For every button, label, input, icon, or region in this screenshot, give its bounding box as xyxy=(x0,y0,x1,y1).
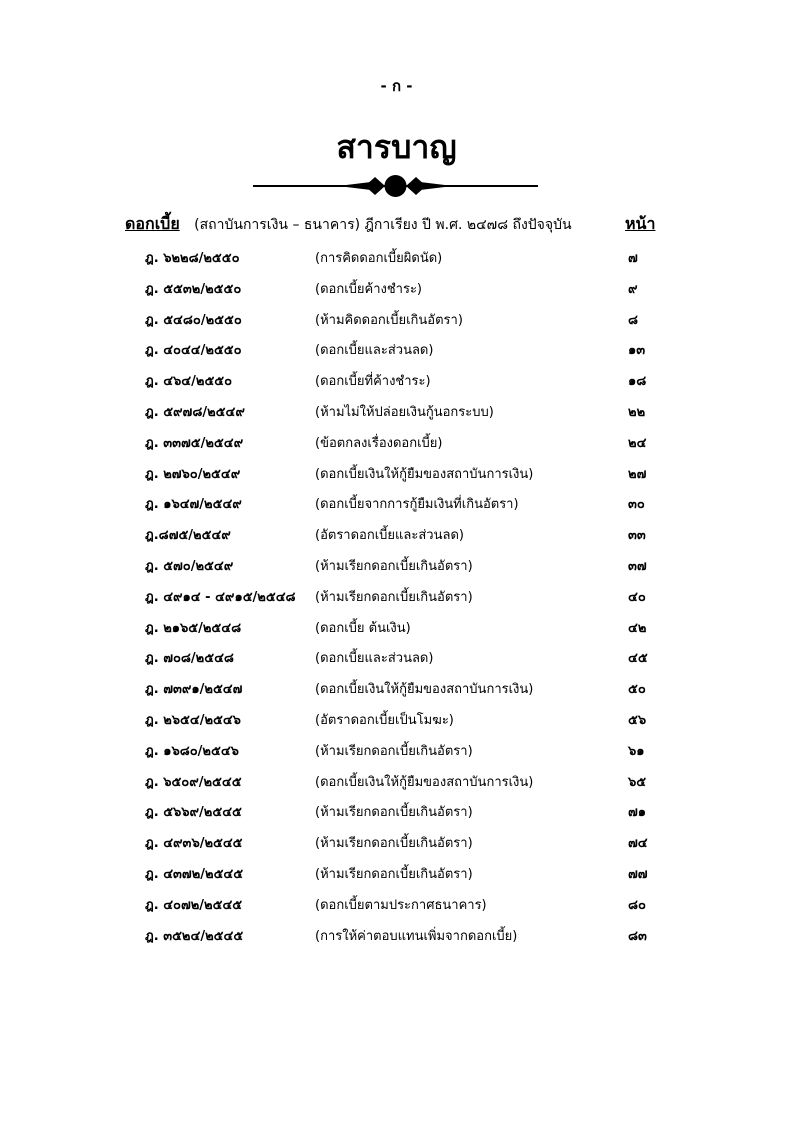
page-ref: ๑๘ xyxy=(628,374,647,390)
page-ref: ๑๓ xyxy=(628,343,646,359)
page-ref: ๖๑ xyxy=(628,743,645,759)
toc-entry[interactable] xyxy=(145,247,665,271)
page-ref: ๗๑ xyxy=(628,805,647,821)
page-ref: ๗ xyxy=(628,251,638,266)
case-number: ฎ. ๕๕๓๒/๒๕๕๐ xyxy=(145,281,242,297)
toc-entry[interactable] xyxy=(145,894,665,918)
page-title: สารบาญ xyxy=(336,128,457,166)
toc-entry[interactable] xyxy=(145,432,665,456)
page-ref: ๓๐ xyxy=(628,497,645,513)
case-description: (ดอกเบี้ยเงินให้กู้ยืมของสถาบันการเงิน) xyxy=(315,466,534,482)
case-description: (ห้ามเรียกดอกเบี้ยเกินอัตรา) xyxy=(315,805,473,821)
case-description: (ห้ามไม่ให้ปล่อยเงินกู้นอกระบบ) xyxy=(315,405,494,420)
page-ref: ๕๖ xyxy=(628,713,647,728)
section-subtitle: (สถาบันการเงิน – ธนาคาร) ฎีกาเรียง ปี พ.ศ. ๒๔๗๘ ถึงปัจจุบัน xyxy=(194,217,572,233)
case-description: (ดอกเบี้ยและส่วนลด) xyxy=(315,651,434,667)
case-number: ฎ. ๓๕๒๔/๒๕๔๕ xyxy=(145,928,244,944)
case-number: ฎ. ๑๖๔๗/๒๕๔๙ xyxy=(145,497,242,513)
page-ref: ๒๔ xyxy=(628,435,647,451)
case-description: (ดอกเบี้ยจากการกู้ยืมเงินที่เกินอัตรา) xyxy=(315,497,519,513)
page-ref: ๘๓ xyxy=(628,928,647,944)
case-description: (ดอกเบี้ยเงินให้กู้ยืมของสถาบันการเงิน) xyxy=(315,682,534,698)
case-description: (ห้ามเรียกดอกเบี้ยเกินอัตรา) xyxy=(315,743,473,759)
page-ref: ๗๔ xyxy=(628,836,648,852)
page-ref: ๔๐ xyxy=(628,589,646,605)
page-ref: ๓๗ xyxy=(628,559,647,574)
case-number: ฎ. ๔๙๓๖/๒๕๔๕ xyxy=(145,836,243,852)
case-number: ฎ. ๗๓๙๑/๒๕๔๗ xyxy=(145,682,243,698)
page-ref: ๙ xyxy=(628,281,638,297)
case-description: (ห้ามเรียกดอกเบี้ยเกินอัตรา) xyxy=(315,867,473,882)
case-number: ฎ. ๔๙๑๔ - ๔๙๑๕/๒๕๔๘ xyxy=(145,589,296,605)
section-topic: ดอกเบี้ย xyxy=(125,214,180,233)
case-description: (ดอกเบี้ยตามประกาศธนาคาร) xyxy=(315,897,487,913)
case-description: (ห้ามคิดดอกเบี้ยเกินอัตรา) xyxy=(315,312,463,328)
case-description: (ดอกเบี้ยที่ค้างชำระ) xyxy=(315,374,431,390)
page-ref: ๘ xyxy=(628,312,639,328)
case-number: ฎ. ๕๗๐/๒๕๔๙ xyxy=(145,559,234,574)
page-ref: ๒๗ xyxy=(628,466,647,482)
page-column-label: หน้า xyxy=(625,214,656,233)
case-description: (อัตราดอกเบี้ยเป็นโมฆะ) xyxy=(315,713,454,728)
case-number: ฎ. ๓๓๗๕/๒๕๔๙ xyxy=(145,435,244,451)
toc-entry[interactable] xyxy=(145,709,665,733)
case-number: ฎ. ๔๓๗๒/๒๕๔๕ xyxy=(145,867,244,882)
toc-entry[interactable] xyxy=(145,740,665,764)
toc-entry[interactable] xyxy=(145,555,665,579)
case-number: ฎ. ๑๖๘๐/๒๕๔๖ xyxy=(145,743,239,759)
case-description: (ดอกเบี้ย ต้นเงิน) xyxy=(315,620,411,636)
case-number: ฎ. ๒๖๕๔/๒๕๔๖ xyxy=(145,713,241,728)
toc-entry[interactable] xyxy=(145,801,665,825)
page-ref: ๖๕ xyxy=(628,774,647,790)
case-number: ฎ. ๖๕๐๙/๒๕๔๕ xyxy=(145,774,242,790)
case-description: (ข้อตกลงเรื่องดอกเบี้ย) xyxy=(315,435,443,451)
toc-entry[interactable] xyxy=(145,309,665,333)
case-number: ฎ. ๔๖๔/๒๕๕๐ xyxy=(145,374,233,390)
case-number: ฎ. ๒๗๖๐/๒๕๔๙ xyxy=(145,466,241,482)
case-description: (ห้ามเรียกดอกเบี้ยเกินอัตรา) xyxy=(315,559,473,574)
case-description: (อัตราดอกเบี้ยและส่วนลด) xyxy=(315,528,464,544)
toc-entry[interactable] xyxy=(145,586,665,610)
toc-entry[interactable] xyxy=(145,925,665,949)
case-description: (ดอกเบี้ยค้างชำระ) xyxy=(315,281,423,297)
case-number: ฎ. ๔๐๗๒/๒๕๔๕ xyxy=(145,897,243,913)
page-ref: ๔๕ xyxy=(628,651,648,667)
page-ref: ๓๓ xyxy=(628,528,646,544)
page-ref: ๒๒ xyxy=(628,405,646,420)
toc-entry[interactable] xyxy=(145,463,665,487)
case-number: ฎ. ๖๒๒๘/๒๕๕๐ xyxy=(145,251,240,266)
toc-entry[interactable] xyxy=(145,617,665,641)
toc-entry[interactable] xyxy=(145,524,665,548)
case-description: (การให้ค่าตอบแทนเพิ่มจากดอกเบี้ย) xyxy=(315,928,518,944)
ornament-divider xyxy=(253,174,538,198)
section-header xyxy=(125,212,665,237)
page-ref: ๘๐ xyxy=(628,897,646,913)
case-number: ฎ. ๕๖๖๙/๒๕๔๕ xyxy=(145,805,242,821)
page-number: - ก - xyxy=(380,77,413,95)
toc-entry[interactable] xyxy=(145,771,665,795)
case-number: ฎ.๘๗๕/๒๕๔๙ xyxy=(145,528,231,544)
toc-entry[interactable] xyxy=(145,401,665,425)
toc-entry[interactable] xyxy=(145,678,665,702)
page-ref: ๔๒ xyxy=(628,620,647,636)
case-number: ฎ. ๕๙๗๘/๒๕๔๙ xyxy=(145,405,245,420)
page-ref: ๗๗ xyxy=(628,867,648,882)
toc-entry[interactable] xyxy=(145,493,665,517)
case-description: (ห้ามเรียกดอกเบี้ยเกินอัตรา) xyxy=(315,836,473,852)
page-ref: ๕๐ xyxy=(628,682,646,698)
toc-entry[interactable] xyxy=(145,370,665,394)
case-description: (ดอกเบี้ยเงินให้กู้ยืมของสถาบันการเงิน) xyxy=(315,774,534,790)
case-description: (ดอกเบี้ยและส่วนลด) xyxy=(315,343,434,359)
toc-entry[interactable] xyxy=(145,278,665,302)
case-description: (ห้ามเรียกดอกเบี้ยเกินอัตรา) xyxy=(315,589,473,605)
case-number: ฎ. ๔๐๔๔/๒๕๕๐ xyxy=(145,343,242,359)
toc-entry[interactable] xyxy=(145,647,665,671)
toc-entry[interactable] xyxy=(145,832,665,856)
toc-entry[interactable] xyxy=(145,863,665,887)
toc-entry[interactable] xyxy=(145,339,665,363)
case-number: ฎ. ๕๔๘๐/๒๕๕๐ xyxy=(145,312,242,328)
case-number: ฎ. ๗๐๘/๒๕๔๘ xyxy=(145,651,234,667)
case-number: ฎ. ๒๑๖๕/๒๕๔๘ xyxy=(145,620,242,636)
case-description: (การคิดดอกเบี้ยผิดนัด) xyxy=(315,251,443,266)
